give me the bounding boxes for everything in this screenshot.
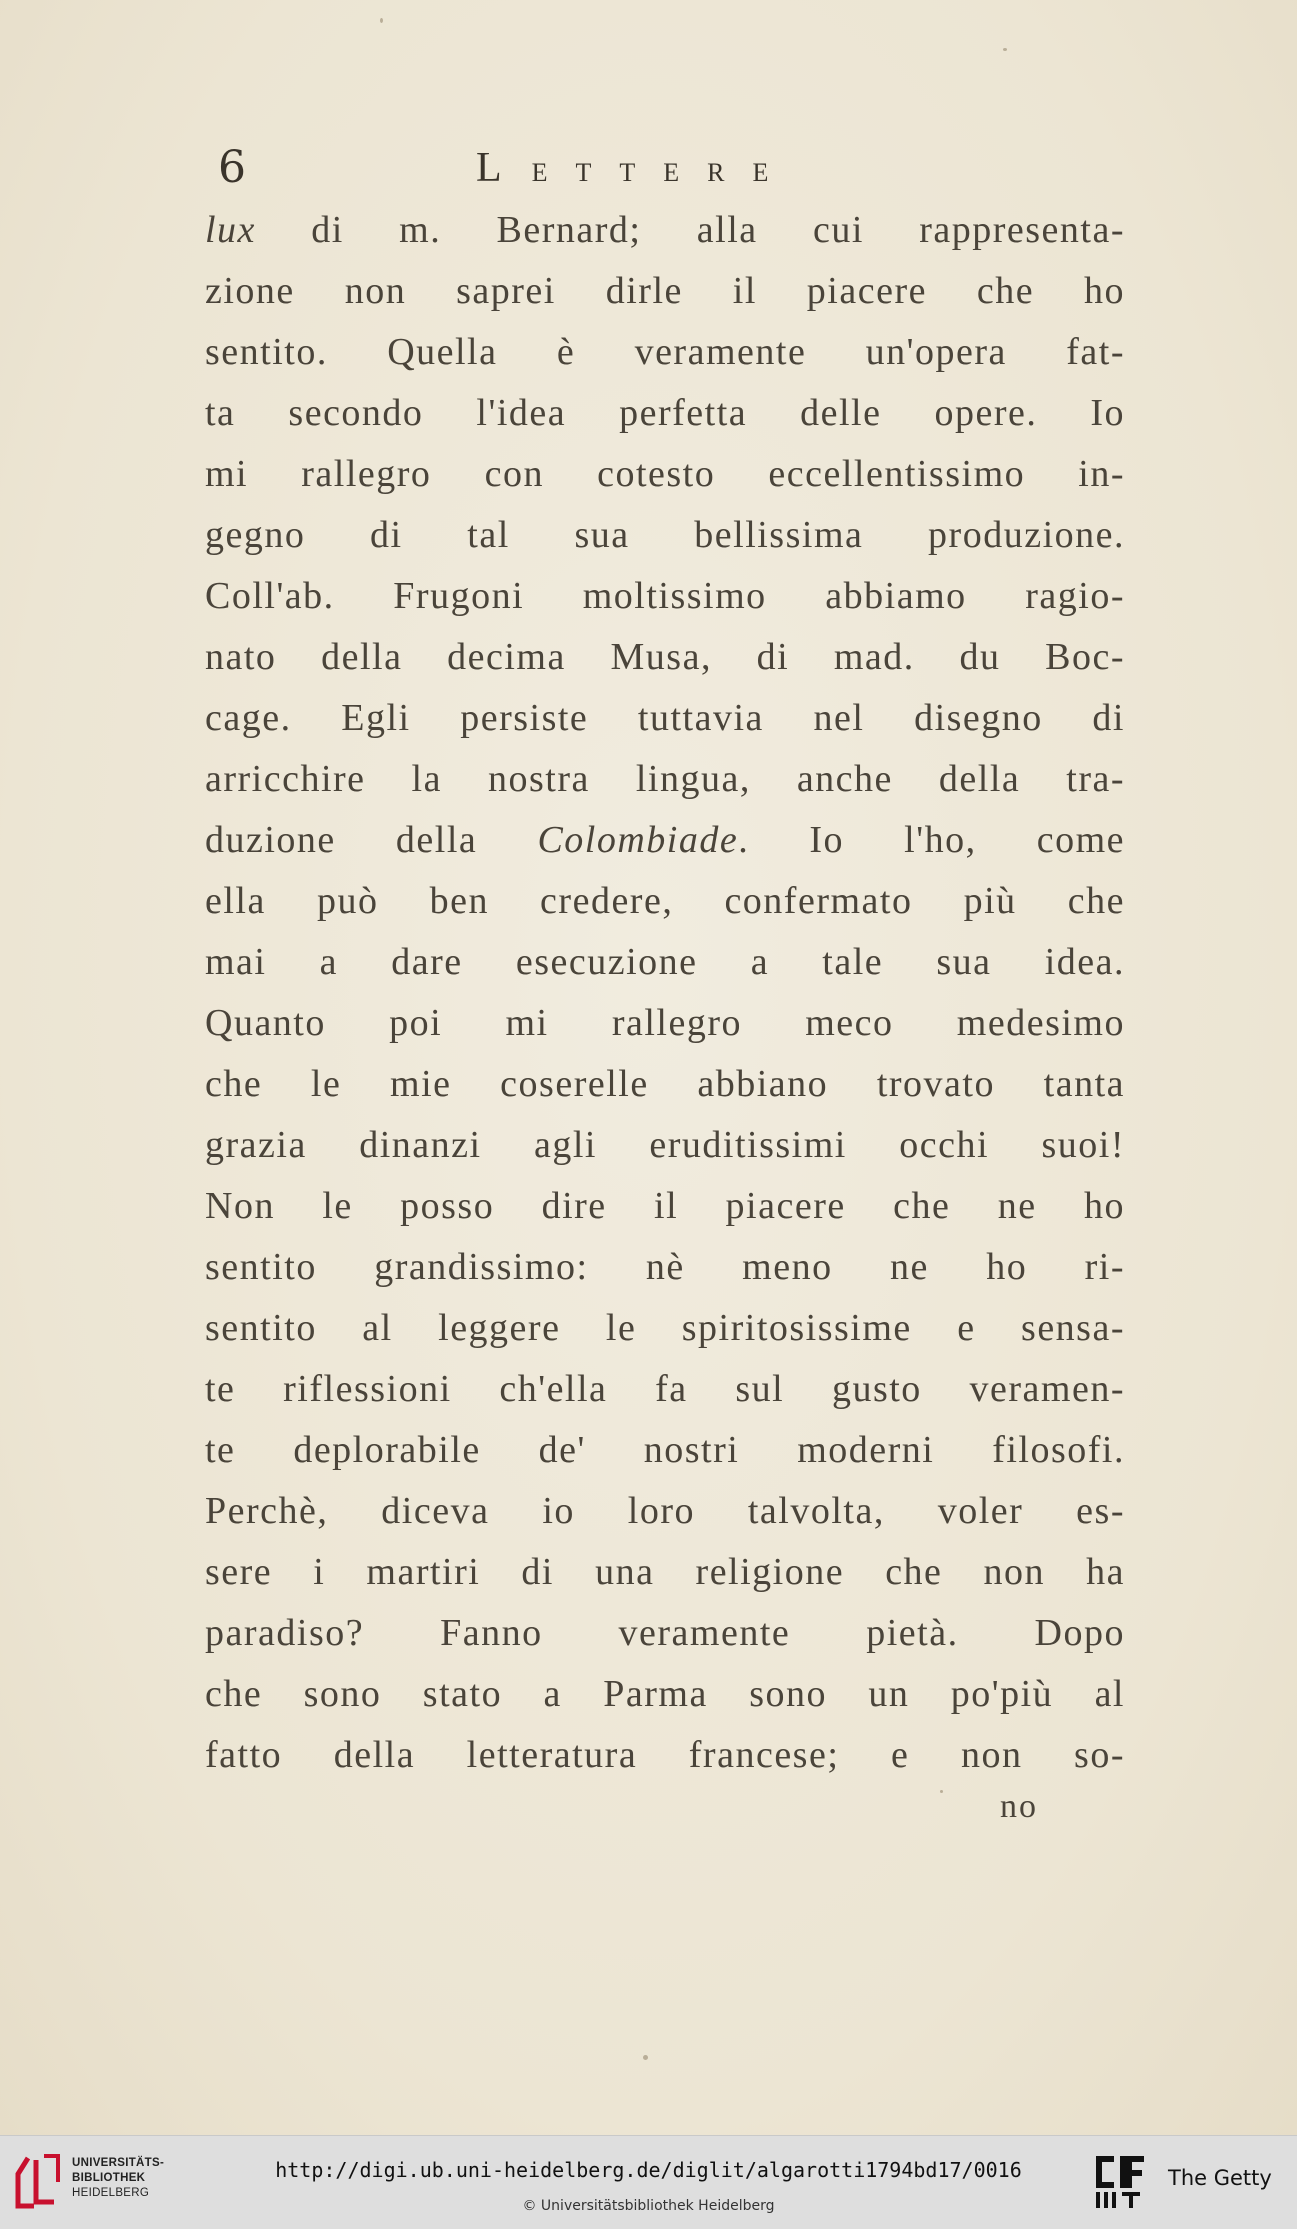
library-name-line2: BIBLIOTHEK xyxy=(72,2172,146,2184)
text-line-roman: sentito grandissimo: nè meno ne ho ri- xyxy=(205,1246,1125,1288)
text-line xyxy=(205,322,1125,383)
getty-logo-icon xyxy=(1092,2152,1148,2212)
text-line-roman: te deplorabile de' nostri moderni filosofi. xyxy=(205,1429,1125,1471)
text-line-roman: sere i martiri di una religione che non ha xyxy=(205,1551,1125,1593)
library-name-line1: UNIVERSITÄTS- xyxy=(72,2157,165,2169)
text-line xyxy=(205,688,1125,749)
text-line xyxy=(205,566,1125,627)
paper-speck xyxy=(380,18,383,23)
text-line xyxy=(205,505,1125,566)
permalink-url[interactable]: http://digi.ub.uni-heidelberg.de/diglit/algarotti1794bd17/0016 xyxy=(275,2158,1022,2182)
running-title-rest: ETTERE xyxy=(531,158,797,187)
paper-speck xyxy=(940,1790,943,1793)
text-line-roman: duzione della xyxy=(205,819,538,861)
text-line-roman: sentito. Quella è veramente un'opera fat- xyxy=(205,331,1125,373)
text-line-roman: arricchire la nostra lingua, anche della tra- xyxy=(205,758,1125,800)
text-line xyxy=(205,200,1125,261)
page-header xyxy=(218,142,1118,202)
text-line-italic: lux xyxy=(205,209,256,251)
text-line-roman: che sono stato a Parma sono un po'più al xyxy=(205,1673,1125,1715)
footer-bar xyxy=(0,2135,1297,2229)
page-number: 6 xyxy=(218,142,246,193)
text-line xyxy=(205,1176,1125,1237)
text-line-roman: Coll'ab. Frugoni moltissimo abbiamo ragio- xyxy=(205,575,1125,617)
text-line xyxy=(205,1237,1125,1298)
running-title-initial: L xyxy=(476,145,506,191)
text-line-roman: Quanto poi mi rallegro meco medesimo xyxy=(205,1002,1125,1044)
text-line xyxy=(205,749,1125,810)
text-line-roman: che le mie coserelle abbiano trovato tanta xyxy=(205,1063,1125,1105)
text-line-roman: mai a dare esecuzione a tale sua idea. xyxy=(205,941,1125,983)
text-line-roman: ella può ben credere, confermato più che xyxy=(205,880,1125,922)
library-name-line3: HEIDELBERG xyxy=(72,2187,150,2199)
catchword: no xyxy=(1000,1788,1038,1825)
text-line-roman: grazia dinanzi agli eruditissimi occhi suoi! xyxy=(205,1124,1125,1166)
text-line-roman: sentito al leggere le spiritosissime e sensa- xyxy=(205,1307,1125,1349)
text-line xyxy=(205,627,1125,688)
text-line-roman: gegno di tal sua bellissima produzione. xyxy=(205,514,1125,556)
text-line-roman: paradiso? Fanno veramente pietà. Dopo xyxy=(205,1612,1125,1654)
text-line-roman: zione non saprei dirle il piacere che ho xyxy=(205,270,1125,312)
text-line xyxy=(205,1664,1125,1725)
running-title xyxy=(476,144,796,192)
copyright-notice: © Universitätsbibliothek Heidelberg xyxy=(522,2198,775,2214)
text-line xyxy=(205,1054,1125,1115)
text-line-roman: ta secondo l'idea perfetta delle opere. Io xyxy=(205,392,1125,434)
text-line-roman: cage. Egli persiste tuttavia nel disegno di xyxy=(205,697,1125,739)
paper-speck xyxy=(1003,48,1007,51)
text-line-roman-tail: . Io l'ho, come xyxy=(738,819,1125,861)
text-line-roman: mi rallegro con cotesto eccellentissimo in- xyxy=(205,453,1125,495)
text-line xyxy=(205,810,1125,871)
text-line xyxy=(205,1115,1125,1176)
text-line xyxy=(205,932,1125,993)
text-line xyxy=(205,993,1125,1054)
partner-name: The Getty xyxy=(1168,2166,1272,2190)
text-line xyxy=(205,1603,1125,1664)
text-line-roman: fatto della letteratura francese; e non so- xyxy=(205,1734,1125,1776)
text-line xyxy=(205,1542,1125,1603)
text-line xyxy=(205,261,1125,322)
text-line xyxy=(205,871,1125,932)
text-line-roman: te riflessioni ch'ella fa sul gusto veramen- xyxy=(205,1368,1125,1410)
text-line-roman-tail: di m. Bernard; alla cui rappresenta- xyxy=(255,209,1125,251)
paper-speck xyxy=(643,2055,648,2060)
text-line-roman: Non le posso dire il piacere che ne ho xyxy=(205,1185,1125,1227)
letter-body-text xyxy=(205,200,1125,1786)
text-line-roman: Perchè, diceva io loro talvolta, voler es- xyxy=(205,1490,1125,1532)
text-line xyxy=(205,1359,1125,1420)
text-line-italic: Colombiade xyxy=(537,819,739,861)
text-line-roman: nato della decima Musa, di mad. du Boc- xyxy=(205,636,1125,678)
text-line xyxy=(205,1481,1125,1542)
text-line xyxy=(205,1420,1125,1481)
text-line xyxy=(205,383,1125,444)
text-line xyxy=(205,1298,1125,1359)
text-line xyxy=(205,1725,1125,1786)
text-line xyxy=(205,444,1125,505)
